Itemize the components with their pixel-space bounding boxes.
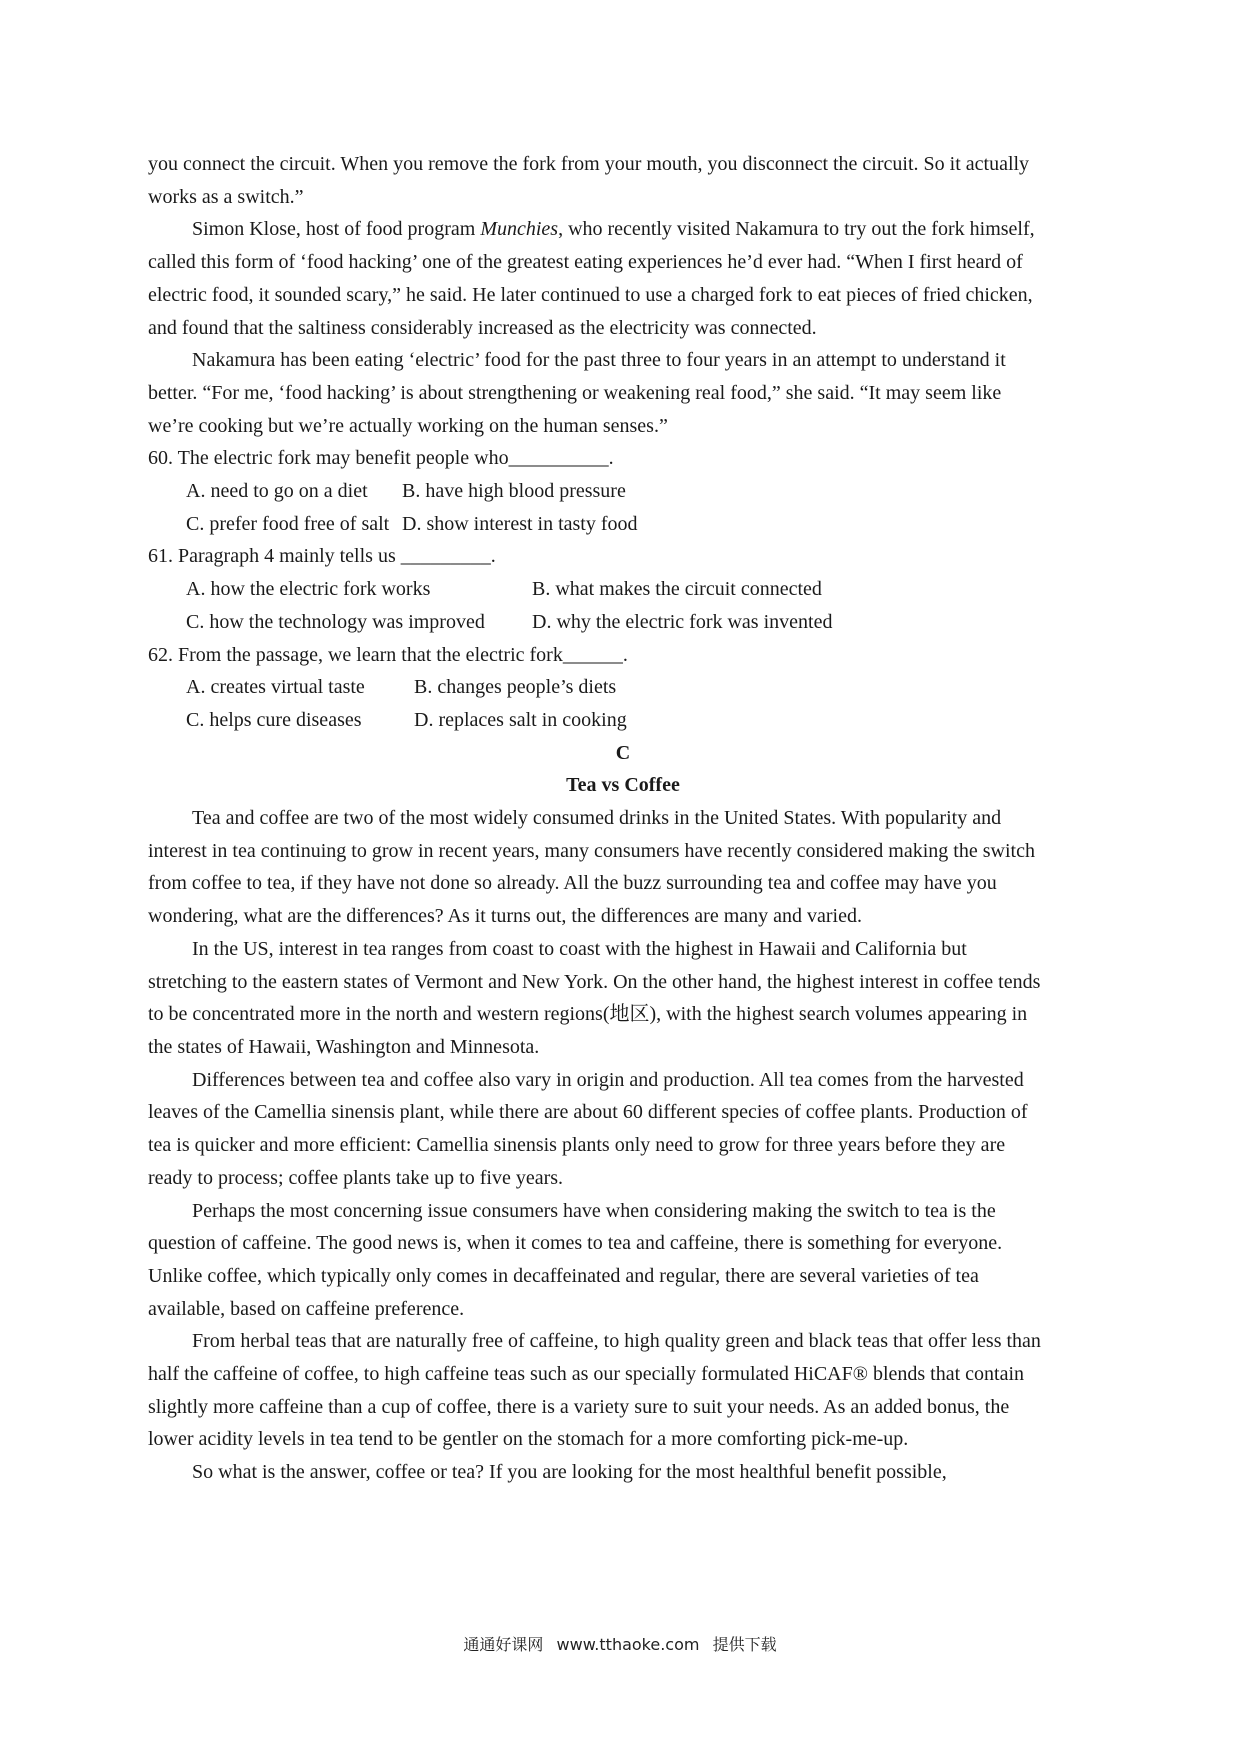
footer-site-name: 通通好课网: [463, 1635, 544, 1654]
paragraph: In the US, interest in tea ranges from coast to coast with the highest in Hawaii and California but stretching to the eastern states of Vermont and New York. On the other hand, the highest interest in coffee tends to be concentrated more in the north and western regions(地区), with the highest search volumes appearing in the states of Hawaii, Washington and Minnesota.: [148, 937, 1041, 1058]
option-b: B. changes people’s diets: [414, 676, 617, 699]
question-61: [148, 540, 1048, 638]
paragraph: Differences between tea and coffee also vary in origin and production. All tea comes from the harvested leaves of the Camellia sinensis plant, while there are about 60 different species of coffee plants. Production of tea is quicker and more efficient: Camellia sinensis plants only need to grow for three years before they are ready to process; coffee plants take up to five years.: [148, 1068, 1028, 1189]
page-footer: [0, 1632, 1240, 1655]
option-b: B. what makes the circuit connected: [532, 578, 822, 601]
option-a: A. need to go on a diet: [186, 480, 368, 503]
paragraph-text: , who recently visited Nakamura to try out the fork himself, called this form of ‘food hacking’ one of the greatest eating experiences he’d ever had. “When I first heard of electric food, it sounded scary,” he said. He later continued to use a charged fork to eat pieces of fried chicken, and found that the saltiness considerably increased as the electricity was connected.: [148, 218, 1035, 339]
option-d: D. replaces salt in cooking: [414, 708, 627, 731]
document-page: [148, 148, 1048, 1489]
option-a: A. creates virtual taste: [186, 676, 365, 699]
option-row: [148, 704, 1048, 737]
option-row: [148, 671, 1048, 704]
footer-url[interactable]: www.tthaoke.com: [556, 1635, 700, 1654]
paragraph: you connect the circuit. When you remove the fork from your mouth, you disconnect the circuit. So it actually works as a switch.”: [148, 153, 1030, 208]
paragraph: Tea and coffee are two of the most widely consumed drinks in the United States. With popularity and interest in tea continuing to grow in recent years, many consumers have recently considered making the switch from coffee to tea, if they have not done so already. All the buzz surrounding tea and coffee may have you wondering, what are the differences? As it turns out, the differences are many and varied.: [148, 807, 1035, 928]
paragraph: From herbal teas that are naturally free of caffeine, to high quality green and black teas that offer less than half the caffeine of coffee, to high caffeine teas such as our specially formulated HiCAF® blends that contain slightly more caffeine than a cup of coffee, there is a variety sure to suit your needs. As an added bonus, the lower acidity levels in tea tend to be gentler on the stomach for a more comforting pick-me-up.: [148, 1330, 1041, 1451]
option-c: C. helps cure diseases: [186, 708, 362, 731]
option-d: D. why the electric fork was invented: [532, 610, 833, 633]
option-row: [148, 475, 1048, 508]
question-62: [148, 639, 1048, 737]
option-c: C. prefer food free of salt: [186, 512, 390, 535]
question-60: [148, 442, 1048, 540]
passage-c: [148, 802, 1048, 1489]
paragraph: Nakamura has been eating ‘electric’ food for the past three to four years in an attempt to understand it better. “For me, ‘food hacking’ is about strengthening or weakening real food,” she said. “It may seem like we’re cooking but we’re actually working on the human senses.”: [148, 349, 1006, 437]
option-row: [148, 573, 1048, 606]
paragraph: Perhaps the most concerning issue consumers have when considering making the switch to tea is the question of caffeine. The good news is, when it comes to tea and caffeine, there is something for everyone. Unlike coffee, which typically only comes in decaffeinated and regular, there are several varieties of tea available, based on caffeine preference.: [148, 1199, 1003, 1320]
question-stem: 60. The electric fork may benefit people who__________.: [148, 447, 614, 470]
option-row: [148, 606, 1048, 639]
option-d: D. show interest in tasty food: [402, 512, 638, 535]
paragraph: [148, 213, 1048, 344]
paragraph-text: Simon Klose, host of food program: [192, 218, 481, 241]
option-c: C. how the technology was improved: [186, 610, 485, 633]
option-row: [148, 508, 1048, 541]
option-a: A. how the electric fork works: [186, 578, 431, 601]
passage-b-tail: [148, 148, 1048, 442]
question-stem: 61. Paragraph 4 mainly tells us _________.: [148, 545, 496, 568]
option-b: B. have high blood pressure: [402, 480, 626, 503]
section-letter: C: [615, 741, 631, 764]
question-stem: 62. From the passage, we learn that the electric fork______.: [148, 643, 628, 666]
program-name: Munchies: [480, 218, 559, 241]
paragraph: So what is the answer, coffee or tea? If you are looking for the most healthful benefit possible,: [192, 1461, 947, 1484]
passage-title: Tea vs Coffee: [566, 774, 680, 797]
footer-suffix: 提供下载: [712, 1635, 777, 1654]
